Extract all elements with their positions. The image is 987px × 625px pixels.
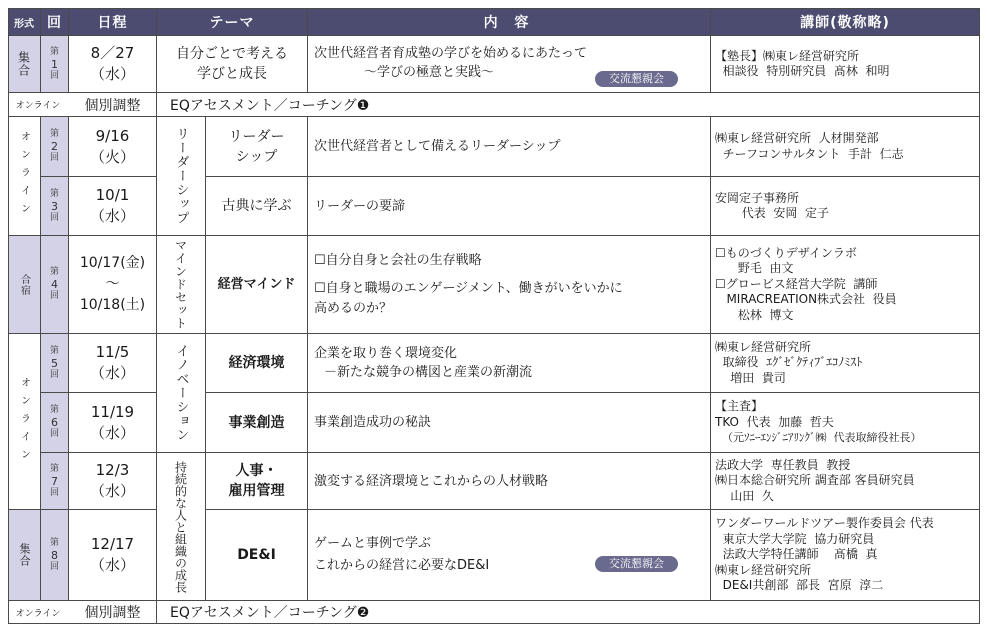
lecturer-line: 山田 久 [715, 488, 774, 503]
lecturer-line: 代表 安岡 定子 [715, 206, 829, 220]
lecturer-line: （元ｿﾆｰｴﾝｼﾞﾆｱﾘﾝｸﾞ㈱ 代表取締役社長） [715, 431, 922, 445]
kai-prefix: 第 [49, 188, 59, 199]
content-line: 次世代経営者として備えるリーダーシップ [314, 139, 561, 154]
content-line: 事業創造成功の秘訣 [314, 415, 432, 430]
kai-number: 5 [50, 356, 58, 370]
kai-number: 2 [50, 140, 58, 153]
session-lecturer [711, 334, 979, 392]
kai-number: 3 [50, 199, 58, 213]
kai-suffix: 回 [49, 70, 59, 81]
session-lecturer [711, 236, 979, 333]
kai-suffix: 回 [49, 429, 59, 439]
session-date: 11/19 （水） [89, 402, 135, 442]
lecturer-line: DE&I共創部 部長 宮原 淳二 [715, 578, 884, 593]
lecturer-line: TKO 代表 加藤 哲夫 [715, 414, 834, 429]
theme-group-label: 持続的な人と組織の成長 [173, 460, 188, 593]
individual-text: EQアセスメント／コーチング❷ [170, 605, 370, 621]
session-theme: 事業創造 [228, 414, 285, 431]
kai-cell [41, 393, 68, 452]
lecturer-line: 東京大学大学院 協力研究員 [715, 531, 875, 546]
lecturer-line: 増田 貴司 [715, 370, 786, 385]
individual-text: EQアセスメント／コーチング❶ [170, 97, 370, 114]
kai-number: 7 [50, 474, 58, 488]
kai-prefix: 第 [49, 129, 59, 139]
lecturer-line: 【主査】 [715, 399, 764, 414]
lecturer-line: 取締役 ｴｸﾞｾﾞｸﾃｨﾌﾞｴｺﾉﾐｽﾄ [715, 355, 863, 370]
kai-number: 1 [50, 57, 58, 71]
header-theme: テーマ [157, 9, 307, 35]
kai-number: 8 [50, 548, 58, 562]
lecturer-line: 安岡定子事務所 [715, 190, 800, 205]
kai-suffix: 回 [49, 561, 59, 572]
kai-cell [41, 117, 68, 176]
session-content [308, 453, 710, 509]
session-content [308, 117, 710, 176]
format-cell [8, 510, 40, 600]
session-theme: DE&I [237, 547, 276, 563]
kai-prefix: 第 [49, 267, 59, 277]
content-line: 高めるのか？ [314, 300, 393, 316]
session-content [308, 177, 710, 235]
lecturer-line: MIRACREATION株式会社 役員 [715, 292, 897, 307]
kai-suffix: 回 [49, 291, 59, 301]
content-line: ☐自分自身と会社の生存戦略 [314, 252, 482, 268]
lecturer-line: 松林 博文 [715, 307, 794, 322]
kai-suffix: 回 [49, 369, 59, 380]
session-content [308, 334, 710, 392]
kai-suffix: 回 [49, 153, 59, 163]
theme-group-cell [157, 236, 205, 333]
lecturer-line: チーフコンサルタント 手計 仁志 [715, 146, 904, 161]
theme-group-cell [157, 334, 205, 452]
lecturer-line: 相談役 特別研究員 髙林 和明 [715, 64, 890, 78]
format-label: オンライン [18, 376, 30, 467]
lecturer-line: ☐グロービス経営大学院 講師 [715, 276, 878, 291]
format-label: オンライン [18, 131, 30, 221]
format-group-cell [8, 117, 40, 235]
session-theme: リーダー シップ [228, 128, 285, 165]
lecturer-line: 【塾長】㈱東レ経営研究所 [715, 48, 860, 63]
session-date: 8／27 （水） [89, 44, 135, 83]
session-theme: 自分ごとで考える 学びと成長 [176, 46, 288, 82]
kai-suffix: 回 [49, 212, 59, 223]
lecturer-line: ☐ものづくりデザインラボ [715, 245, 857, 260]
kai-prefix: 第 [49, 463, 59, 474]
kai-cell [41, 36, 68, 92]
content-line: ～学びの極意と実践～ [364, 65, 495, 80]
session-content [308, 510, 710, 600]
session-date: 12/3 （水） [89, 461, 135, 500]
kai-prefix: 第 [49, 537, 59, 548]
session-lecturer [711, 393, 979, 452]
kai-prefix: 第 [49, 345, 59, 356]
session-lecturer [711, 453, 979, 509]
session-lecturer [711, 177, 979, 235]
lecturer-line: ㈱日本総合研究所 調査部 客員研究員 [715, 473, 915, 488]
lecturer-line: ㈱東レ経営研究所 [715, 562, 812, 577]
content-line: ゲームと事例で学ぶ [314, 536, 432, 551]
theme-group-cell [157, 117, 205, 235]
format-label: 合宿 [18, 273, 30, 296]
header-kai: 回 [41, 9, 68, 35]
kai-cell [41, 334, 68, 392]
format-label: 集合 [18, 543, 31, 567]
lecturer-line: ㈱東レ経営研究所 [715, 339, 812, 354]
content-line: これからの経営に必要なDE&I [314, 558, 490, 573]
content-line: 激変する経済環境とこれからの人材戦略 [314, 473, 549, 489]
session-content [308, 236, 710, 333]
lecturer-line: ワンダーワールドツアー製作委員会 代表 [715, 516, 934, 531]
lecturer-line: 法政大学特任講師 髙橋 真 [715, 547, 878, 562]
session-date: 10/17(金) ～ 10/18(土) [79, 255, 146, 313]
lecturer-line: 野毛 由文 [715, 261, 794, 276]
theme-group-label: リーダーシップ [173, 127, 189, 225]
session-theme: 経済環境 [228, 355, 285, 371]
format-cell [8, 236, 40, 333]
session-date: 10/1 （水） [89, 186, 135, 225]
format-cell [8, 36, 40, 92]
kai-prefix: 第 [49, 46, 59, 57]
lecturer-line: 法政大学 専任教員 教授 [715, 457, 851, 472]
session-lecturer [711, 510, 979, 600]
session-date: 12/17 （水） [89, 535, 135, 574]
session-date: 11/5 （水） [89, 343, 135, 382]
theme-group-cell [157, 453, 205, 600]
session-lecturer [711, 36, 979, 92]
kai-suffix: 回 [49, 487, 59, 498]
individual-format: オンライン [15, 608, 61, 619]
kai-cell [41, 453, 68, 509]
header-date: 日程 [69, 9, 156, 35]
networking-badge: 交流懇親会 [595, 71, 678, 87]
session-lecturer [711, 117, 979, 176]
content-line: －新たな競争の構図と産業の新潮流 [324, 365, 533, 380]
theme-group-label: イノベーション [173, 344, 189, 442]
format-group-cell [8, 334, 40, 509]
content-line: 次世代経営者育成塾の学びを始めるにあたって [314, 46, 588, 61]
kai-number: 6 [50, 416, 58, 429]
format-label: 集合 [16, 51, 31, 77]
kai-prefix: 第 [49, 405, 59, 415]
kai-cell [41, 236, 68, 333]
header-content: 内 容 [308, 9, 710, 35]
session-date: 9/16 （火） [89, 126, 135, 166]
kai-cell [41, 510, 68, 600]
session-content [308, 393, 710, 452]
individual-format: オンライン [15, 101, 61, 111]
header-format: 形式 [8, 9, 40, 35]
individual-label: 個別調整 [84, 97, 141, 114]
header-lecturer: 講師(敬称略) [711, 9, 979, 35]
content-line: 企業を取り巻く環境変化 [314, 346, 458, 361]
networking-badge: 交流懇親会 [595, 556, 678, 572]
session-theme: 古典に学ぶ [221, 198, 292, 214]
content-line: リーダーの要諦 [314, 198, 406, 214]
theme-group-label: マインドセット [173, 239, 188, 330]
individual-label: 個別調整 [84, 605, 141, 621]
session-theme: 人事・ 雇用管理 [228, 463, 285, 499]
session-theme: 経営マインド [217, 276, 296, 292]
content-line: ☐自身と職場のエンゲージメント、働きがいをいかに [314, 280, 623, 296]
kai-cell [41, 177, 68, 235]
lecturer-line: ㈱東レ経営研究所 人材開発部 [715, 131, 879, 145]
kai-number: 4 [50, 278, 58, 291]
